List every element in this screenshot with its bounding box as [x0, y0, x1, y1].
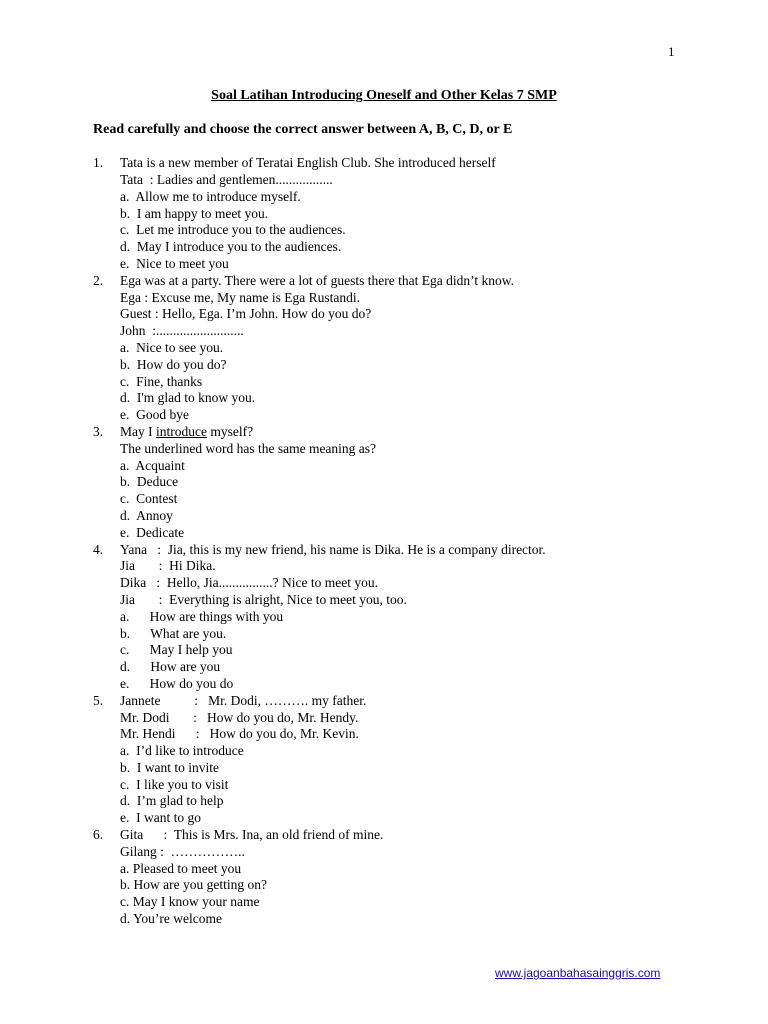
answer-option: b. I want to invite — [120, 760, 219, 775]
question-line: Gilang : …………….. — [120, 844, 245, 859]
answer-option: a. Acquaint — [120, 458, 185, 473]
question-line: Dika : Hello, Jia................? Nice to meet you. — [120, 575, 378, 590]
answer-option: a. Pleased to meet you — [120, 861, 242, 876]
question-line: John :.......................... — [120, 323, 244, 338]
question-number: 2. — [93, 273, 104, 288]
answer-option: b. How do you do? — [120, 357, 227, 372]
question-line: Ega : Excuse me, My name is Ega Rustandi. — [120, 290, 360, 305]
question-line: Jia : Hi Dika. — [120, 558, 216, 573]
question-line: Gita : This is Mrs. Ina, an old friend of mine. — [120, 827, 384, 842]
answer-option: d. I’m glad to help — [120, 793, 224, 808]
question-line: Mr. Hendi : How do you do, Mr. Kevin. — [120, 726, 359, 741]
answer-option: c. Contest — [120, 491, 178, 506]
answer-option: d. You’re welcome — [120, 911, 222, 926]
answer-option: a. Allow me to introduce myself. — [120, 189, 301, 204]
instruction-text: Read carefully and choose the correct answer between A, B, C, D, or E — [93, 122, 513, 137]
website-link[interactable]: www.jagoanbahasainggris.com — [495, 966, 661, 980]
answer-option: c. Let me introduce you to the audiences. — [120, 222, 346, 237]
answer-option: c. May I know your name — [120, 894, 260, 909]
question-line: Jia : Everything is alright, Nice to meet you, too. — [120, 592, 407, 607]
answer-option: d. How are you — [120, 659, 221, 674]
question-text-post: myself? — [206, 424, 254, 439]
answer-option: c. Fine, thanks — [120, 374, 203, 389]
question-line — [120, 424, 253, 440]
answer-option: e. Good bye — [120, 407, 189, 422]
answer-option: b. I am happy to meet you. — [120, 206, 269, 221]
answer-option: e. Nice to meet you — [120, 256, 229, 271]
answer-option: b. What are you. — [120, 626, 227, 641]
document-title: Soal Latihan Introducing Oneself and Other Kelas 7 SMP — [211, 88, 557, 103]
answer-option: a. How are things with you — [120, 609, 284, 624]
answer-option: a. I’d like to introduce — [120, 743, 244, 758]
answer-option: b. Deduce — [120, 474, 179, 489]
answer-option: e. Dedicate — [120, 525, 185, 540]
answer-option: c. I like you to visit — [120, 777, 229, 792]
question-number: 5. — [93, 693, 104, 708]
answer-option: a. Nice to see you. — [120, 340, 224, 355]
question-line: Mr. Dodi : How do you do, Mr. Hendy. — [120, 710, 359, 725]
question-line: Tata is a new member of Teratai English Club. She introduced herself — [120, 155, 496, 170]
question-line: Tata : Ladies and gentlemen................. — [120, 172, 333, 187]
answer-option: e. I want to go — [120, 810, 201, 825]
answer-option: c. May I help you — [120, 642, 233, 657]
page-number: 1 — [668, 44, 675, 59]
question-number: 6. — [93, 827, 104, 842]
question-line: Jannete : Mr. Dodi, ………. my father. — [120, 693, 367, 708]
answer-option: d. May I introduce you to the audiences. — [120, 239, 342, 254]
question-number: 3. — [93, 424, 104, 439]
answer-option: d. I'm glad to know you. — [120, 390, 256, 405]
question-number: 1. — [93, 155, 104, 170]
question-line: Ega was at a party. There were a lot of guests there that Ega didn’t know. — [120, 273, 514, 288]
question-number: 4. — [93, 542, 104, 557]
question-line: The underlined word has the same meaning as? — [120, 441, 377, 456]
question-text-pre: May I — [120, 424, 156, 439]
answer-option: d. Annoy — [120, 508, 173, 523]
underlined-word: introduce — [156, 424, 207, 439]
question-line: Guest : Hello, Ega. I’m John. How do you do? — [120, 306, 372, 321]
answer-option: b. How are you getting on? — [120, 877, 267, 892]
answer-option: e. How do you do — [120, 676, 234, 691]
question-line: Yana : Jia, this is my new friend, his name is Dika. He is a company director. — [120, 542, 546, 557]
